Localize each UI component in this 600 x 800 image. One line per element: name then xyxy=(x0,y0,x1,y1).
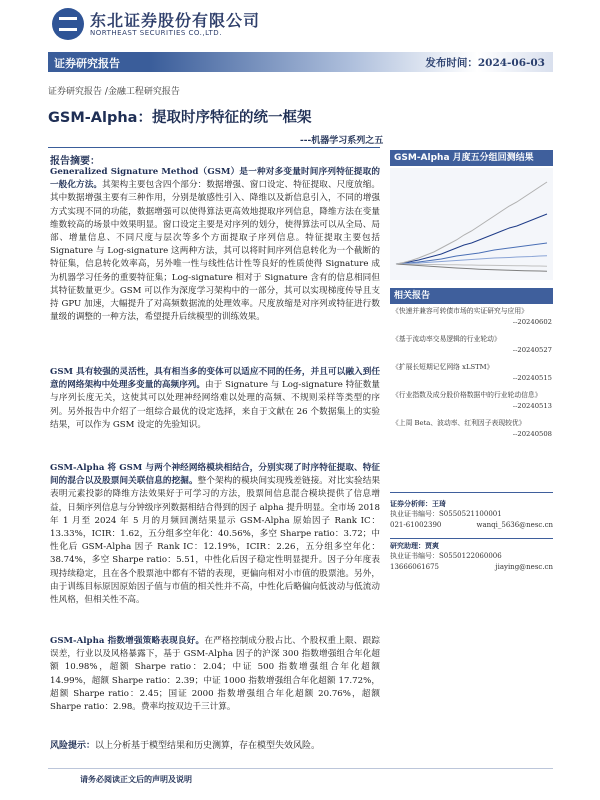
series-subtitle: ---机器学习系列之五 xyxy=(300,136,384,146)
logo-cn-text: 东北证券股份有限公司 xyxy=(90,11,261,30)
risk-text: 以上分析基于模型结果和历史测算，存在模型失效风险。 xyxy=(95,741,321,751)
paragraph-4-body: 在严格控制成分股占比、个股权重上限、跟踪误差，行业以及风格暴露下，基于 GSM-Alpha 因子的沪深 300 指数增强组合年化超额 10.98%，超额 Sharpe ratio：2.04；中证 500 指数增强组合年化超额 14.99%，超额 Sharpe ratio：2.39；中证 1000 指数增强组合年化超额 17.72%，超额 Sharpe ratio：2.45；国证 2000 指数增强组合年化超额 20.76%，超额 Sharpe ratio：2.98。费率均按双边千三计算。 xyxy=(50,636,380,713)
list-item[interactable] xyxy=(392,418,552,440)
company-logo xyxy=(52,8,292,44)
related-report-title: 《扩展长短期记忆网络 xLSTM》 xyxy=(392,363,494,371)
paragraph-2-body: 由于 Signature 与 Log-signature 特征数量与序列长度无关，这使其可以处理神经网络难以处理的高频、不规则采样等类型的序列。另外报告中介绍了一组综合最优的设定选择，来自于文献在 26 个数据集上的实验结果，可以作为 GSM 设定的先验知识。 xyxy=(50,380,380,430)
related-report-title: 《快速并兼容可转债市场的实证研究与应用》 xyxy=(392,307,528,315)
list-item[interactable] xyxy=(392,362,552,384)
header-banner xyxy=(48,52,553,72)
analyst-divider xyxy=(390,492,553,493)
list-item[interactable] xyxy=(392,390,552,412)
title-divider xyxy=(48,147,380,148)
paragraph-2-lead: GSM 具有较强的灵活性，具有相当多的变体可以适应不同的任务，并且可以融入到任意的网络架构中处理多变量的高频序列。 xyxy=(50,367,380,391)
related-reports-title: 相关报告 xyxy=(390,288,553,304)
risk-label: 风险提示： xyxy=(50,741,96,751)
related-reports-list xyxy=(392,306,552,446)
summary-heading: 报告摘要： xyxy=(50,156,100,167)
chart-title: GSM-Alpha 月度五分组回测结果 xyxy=(390,150,553,166)
related-report-date: --20240508 xyxy=(512,430,552,438)
related-report-title: 《行业指数及成分股价格数据中的行业轮动信息》 xyxy=(392,391,542,399)
footer-divider xyxy=(48,768,553,769)
paragraph-1-lead: Generalized Signature Method（GSM）是一种对多变量时间序列特征提取的一般化方法。 xyxy=(50,167,380,191)
assistant-divider xyxy=(390,538,553,539)
paragraph-3-body: 整个架构的模块间实现残差链接。对比实验结果表明元素投影的降维方法效果好于可学习的方法，股票间信息混合模块提供了信息增益，日频序列信息与分钟级序列数据相结合得到的因子 alpha 提升明显。全市场 2018 年 1 月至 2024 年 5 月的月频回测结果显示 GSM-Alpha 原始因子 Rank IC：13.33%，ICIR：1.62，五分组多空年化：40.56%，多空 Sharpe ratio：3.72；中性化后 GSM-Alpha 因子 Rank IC：12.19%，ICIR：2.26，五分组多空年化：38.74%，多空 Sharpe ratio：5.51，中性化后因子稳定性明显提升。因子分年度表现持续稳定，且在各个股票池中都有不错的表现，更偏向相对小市值的股票池。另外，由于训练目标原因原始因子值与市值的相关性并不高，中性化后略偏向低波动与低流动性风格，但相关性不高。 xyxy=(50,476,380,606)
related-report-date: --20240527 xyxy=(512,346,552,354)
analyst-email[interactable]: wanqi_5636@nesc.cn xyxy=(476,521,553,529)
list-item[interactable] xyxy=(392,334,552,356)
publish-date: 发布时间：2024-06-03 xyxy=(425,57,545,69)
logo-mark-icon xyxy=(52,8,84,40)
breadcrumb: 证券研究报告 /金融工程研究报告 xyxy=(48,87,180,97)
paragraph-2 xyxy=(50,366,380,432)
related-report-date: --20240602 xyxy=(512,318,552,326)
paragraph-1-body: 其架构主要包含四个部分：数据增强、窗口设定、特征提取、尺度放缩。其中数据增强主要有三种作用，分别是敏感性引入、降维以及新信息引入，不同的增强方式实现不同的功能，数据增强可以使得算法更高效地提取序列信息，降维方法在变量维数较高的场景中效果明显。窗口设定主要是对序列的划分，使得算法可以从全局、局部、增量信息、不同尺度与层次等多个方面提取子序列信息。特征提取主要包括 Signature 与 Log-signature 这两种方法，其可以将时间序列信息转化为一个截断的特征集，信息转化效率高，另外唯一性与线性估计性等良好的性质使得 Signature 成为机器学习任务的重要特征集；Log-signature 相对于 Signature 含有的信息相同但其特征数量更少。GSM 可以作为深度学习架构中的一部分，其可以实现梯度传导且支持 GPU 加速，大幅提升了对高频数据流的处理效率。尺度放缩是对序列或特征进行数量级的调整的一种方法，希望提升后续模型的训练效果。 xyxy=(50,180,380,323)
paragraph-3-lead: GSM-Alpha 将 GSM 与两个神经网络模块相结合，分别实现了时序特征提取、特征间的混合以及股票间关联信息的挖掘。 xyxy=(50,463,380,487)
analyst-name: 证券分析师：王琦 xyxy=(390,499,446,508)
backtest-chart xyxy=(390,168,553,280)
assistant-name: 研究助理：贾爽 xyxy=(390,541,439,550)
paragraph-3 xyxy=(50,462,380,607)
assistant-email[interactable]: jiaying@nesc.cn xyxy=(495,563,553,571)
analyst-phone: 021-61002390 xyxy=(390,521,442,529)
paragraph-4 xyxy=(50,635,380,714)
assistant-info xyxy=(390,540,553,573)
logo-en-text: NORTHEAST SECURITIES CO.,LTD. xyxy=(90,29,222,37)
related-report-date: --20240515 xyxy=(512,374,552,382)
backtest-chart-svg xyxy=(390,168,553,280)
assistant-cert: 执业证书编号：S0550122060006 xyxy=(390,552,502,560)
related-report-title: 《基于流动率交易逻辑的行业轮动》 xyxy=(392,335,501,343)
assistant-phone: 13666061675 xyxy=(390,563,439,571)
footer-disclaimer: 请务必阅读正文后的声明及说明 xyxy=(80,774,192,784)
page-title: GSM-Alpha：提取时序特征的统一框架 xyxy=(48,110,312,126)
paragraph-1 xyxy=(50,166,380,324)
report-type: 证券研究报告 xyxy=(54,57,120,70)
risk-warning xyxy=(50,738,320,751)
related-report-date: --20240513 xyxy=(512,402,552,410)
analyst-info xyxy=(390,498,553,531)
analyst-cert: 执业证书编号：S0550521100001 xyxy=(390,510,502,518)
paragraph-4-lead: GSM-Alpha 指数增强策略表现良好。 xyxy=(50,636,205,646)
related-report-title: 《上周 Beta、波动率、红利因子表现较优》 xyxy=(392,419,526,427)
list-item[interactable] xyxy=(392,306,552,328)
